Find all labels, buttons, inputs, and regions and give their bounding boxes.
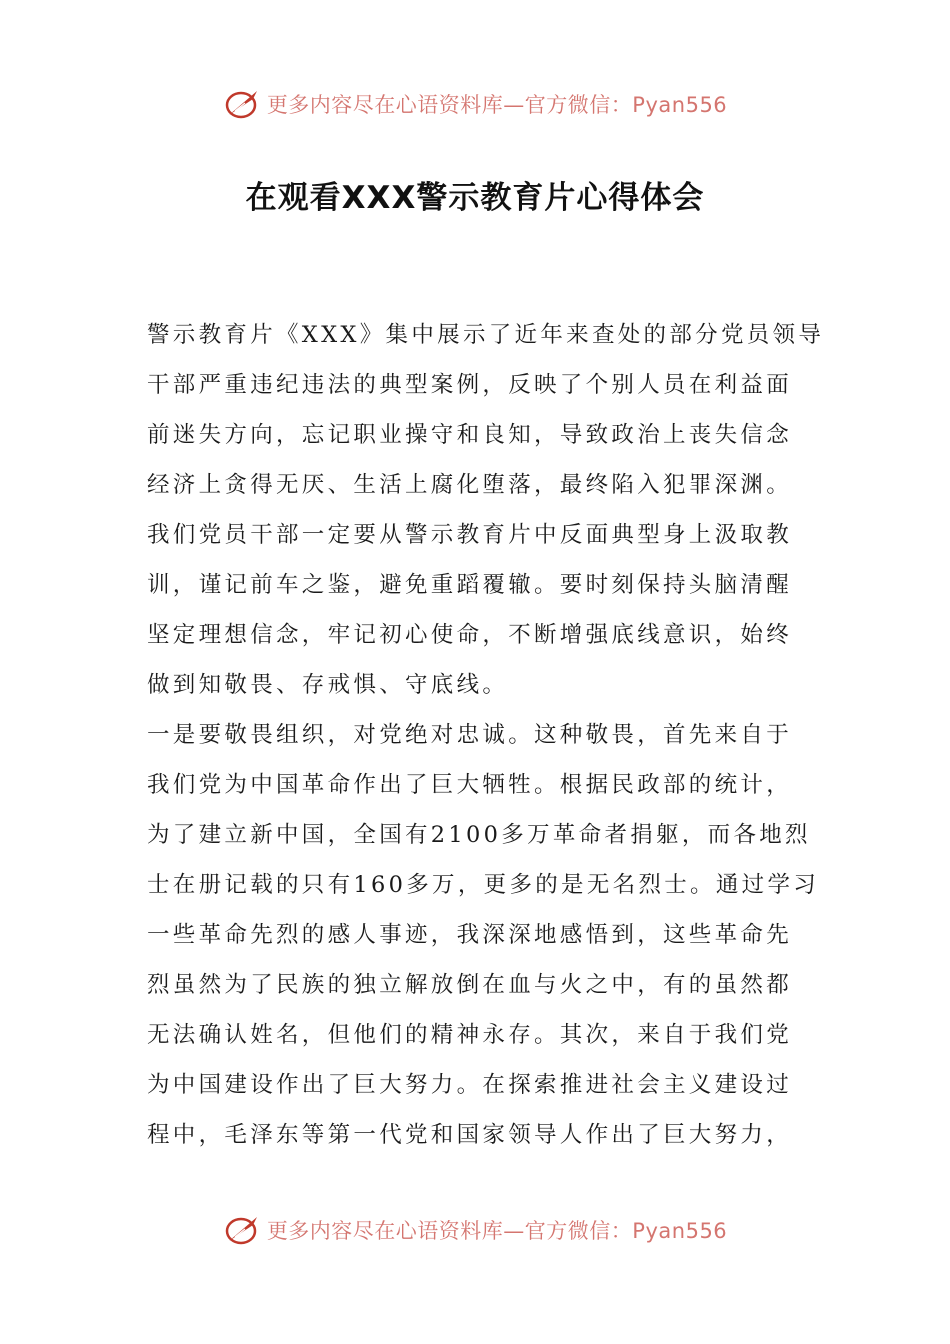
document-body: [147, 310, 825, 1160]
body-line: 无法确认姓名，但他们的精神永存。其次，来自于我们党: [147, 1022, 793, 1048]
body-line: 程中，毛泽东等第一代党和国家领导人作出了巨大努力，: [147, 1122, 793, 1148]
header-watermark: [0, 84, 950, 124]
header-watermark-text: 更多内容尽在心语资料库—官方微信：Pyan556: [266, 93, 728, 117]
body-line: 前迷失方向，忘记职业操守和良知，导致政治上丧失信念: [147, 422, 793, 448]
body-line: 为中国建设作出了巨大努力。在探索推进社会主义建设过: [147, 1072, 793, 1098]
body-line: 为了建立新中国，全国有2100多万革命者捐躯，而各地烈: [147, 822, 811, 848]
document-title: 在观看XXX警示教育片心得体会: [245, 180, 705, 216]
body-line: 一是要敬畏组织，对党绝对忠诚。这种敬畏，首先来自于: [147, 722, 793, 748]
body-line: 做到知敬畏、存戒惧、守底线。: [147, 672, 509, 698]
body-line: 我们党员干部一定要从警示教育片中反面典型身上汲取教: [147, 522, 793, 548]
body-line: 士在册记载的只有160多万，更多的是无名烈士。通过学习: [147, 872, 820, 898]
footer-watermark-text: 更多内容尽在心语资料库—官方微信：Pyan556: [266, 1219, 728, 1243]
quill-logo-icon: [223, 85, 263, 123]
body-line: 训，谨记前车之鉴，避免重蹈覆辙。要时刻保持头脑清醒: [147, 572, 793, 598]
body-line: 我们党为中国革命作出了巨大牺牲。根据民政部的统计，: [147, 772, 793, 798]
footer-watermark: [0, 1210, 950, 1250]
body-line: 警示教育片《XXX》集中展示了近年来查处的部分党员领导: [147, 322, 825, 348]
body-line: 坚定理想信念，牢记初心使命，不断增强底线意识，始终: [147, 622, 793, 648]
body-line: 干部严重违纪违法的典型案例，反映了个别人员在利益面: [147, 372, 793, 398]
body-line: 经济上贪得无厌、生活上腐化堕落，最终陷入犯罪深渊。: [147, 472, 793, 498]
quill-logo-icon: [223, 1211, 263, 1249]
body-line: 一些革命先烈的感人事迹，我深深地感悟到，这些革命先: [147, 922, 793, 948]
body-line: 烈虽然为了民族的独立解放倒在血与火之中，有的虽然都: [147, 972, 793, 998]
